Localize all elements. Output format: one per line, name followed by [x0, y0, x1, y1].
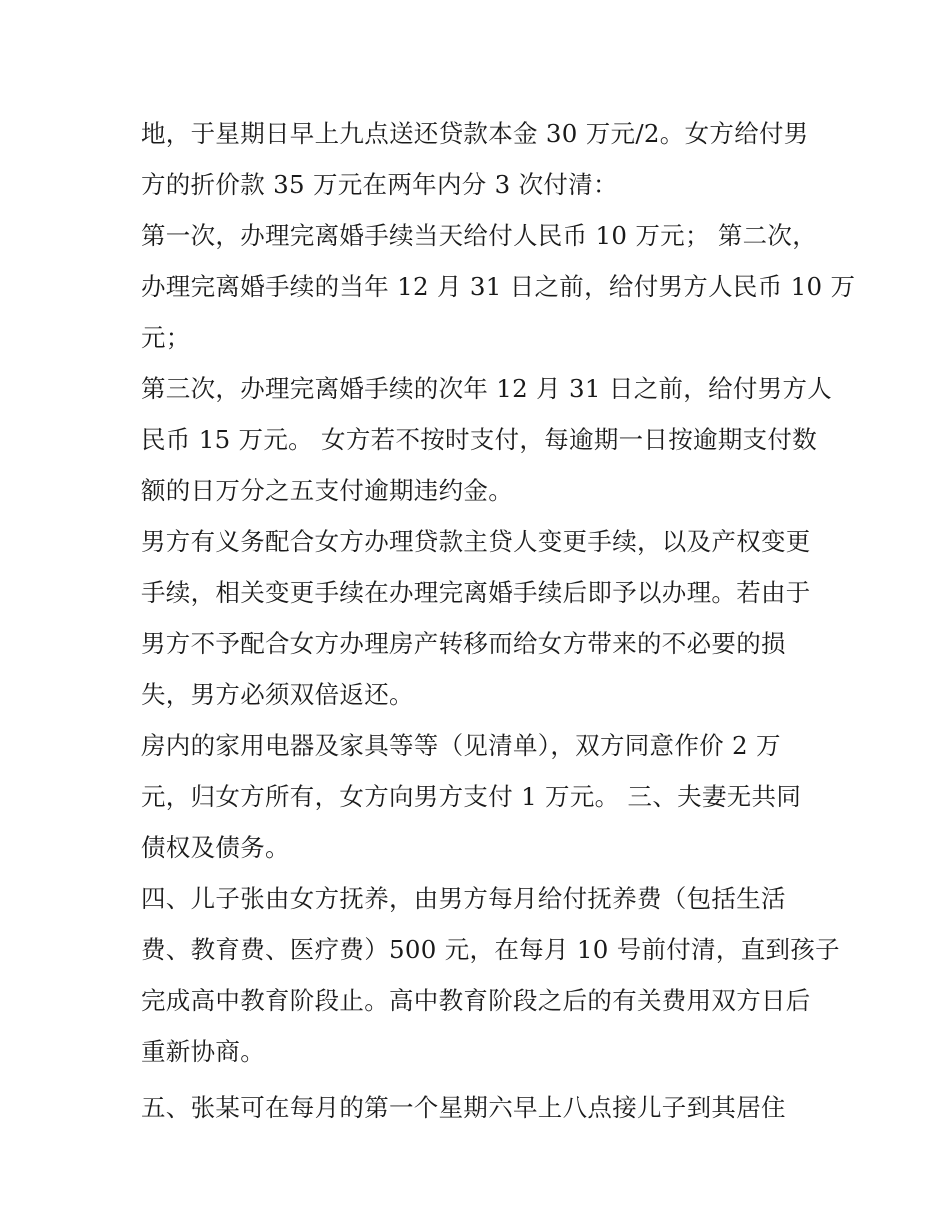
text-line: 办理完离婚手续的当年 12 月 31 日之前，给付男方人民币 10 万: [141, 272, 856, 301]
text-line: 男方不予配合女方办理房产转移而给女方带来的不必要的损: [141, 629, 786, 658]
text-line: 元，归女方所有，女方向男方支付 1 万元。 三、夫妻无共同: [141, 782, 802, 811]
text-line: 债权及债务。: [141, 833, 290, 862]
text-line: 完成高中教育阶段止。高中教育阶段之后的有关费用双方日后: [141, 986, 811, 1015]
text-line: 方的折价款 35 万元在两年内分 3 次付清：: [141, 170, 618, 199]
text-line: 地，于星期日早上九点送还贷款本金 30 万元/2。女方给付男: [141, 119, 809, 148]
text-line: 五、张某可在每月的第一个星期六早上八点接儿子到其居住: [141, 1093, 786, 1122]
text-line: 费、教育费、医疗费）500 元，在每月 10 号前付清，直到孩子: [141, 935, 840, 964]
text-line: 第一次，办理完离婚手续当天给付人民币 10 万元； 第二次，: [141, 221, 818, 250]
text-line: 重新协商。: [141, 1037, 265, 1066]
text-line: 额的日万分之五支付逾期违约金。: [141, 476, 513, 505]
text-line: 房内的家用电器及家具等等（见清单），双方同意作价 2 万: [141, 731, 781, 760]
text-line: 元；: [141, 323, 191, 352]
text-line: 失，男方必须双倍返还。: [141, 680, 414, 709]
document-body: [141, 108, 856, 1133]
text-line: 第三次，办理完离婚手续的次年 12 月 31 日之前，给付男方人: [141, 374, 833, 403]
text-line: 民币 15 万元。 女方若不按时支付，每逾期一日按逾期支付数: [141, 425, 818, 454]
text-line: 手续，相关变更手续在办理完离婚手续后即予以办理。若由于: [141, 578, 811, 607]
text-line: 男方有义务配合女方办理贷款主贷人变更手续，以及产权变更: [141, 527, 811, 556]
text-line: 四、儿子张由女方抚养，由男方每月给付抚养费（包括生活: [141, 884, 786, 913]
